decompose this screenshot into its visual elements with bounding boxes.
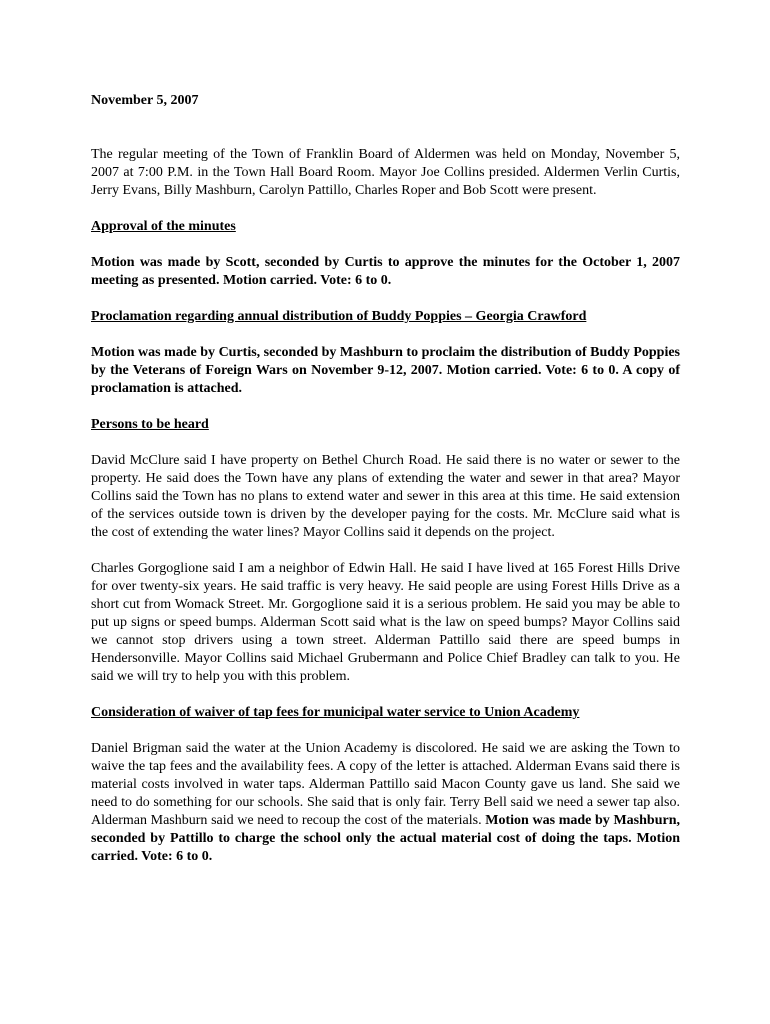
- intro-paragraph: The regular meeting of the Town of Franklin Board of Aldermen was held on Monday, November 5, 2007 at 7:00 P.M. in the Town Hall Board Room. Mayor Joe Collins presided. Aldermen Verlin Curtis, Jerry Evans, Billy Mashburn, Carolyn Pattillo, Charles Roper and Bob Scott were present.: [91, 147, 680, 198]
- gorgoglione-paragraph: Charles Gorgoglione said I am a neighbor of Edwin Hall. He said I have lived at 165 Forest Hills Drive for over twenty-six years. He said traffic is very heavy. He said people are using Forest Hills Drive as a short cut from Womack Street. Mr. Gorgoglione said it is a serious problem. He said you may be able to put up signs or speed bumps. Alderman Scott said what is the law on speed bumps? Mayor Collins said we cannot stop drivers using a town street. Alderman Pattillo said there are speed bumps in Hendersonville. Mayor Collins said Michael Grubermann and Police Chief Bradley can talk to you. He said we will try to help you with this problem.: [91, 561, 680, 684]
- tap-fees-heading: Consideration of waiver of tap fees for municipal water service to Union Academy: [91, 705, 580, 720]
- mcclure-paragraph: David McClure said I have property on Bethel Church Road. He said there is no water or sewer to the property. He said does the Town have any plans of extending the water and sewer in that area? Mayor Collins said the Town has no plans to extend water and sewer in this area at this time. He said extension of the services outside town is driven by the developer paying for the costs. Mr. McClure said what is the cost of extending the water lines? Mayor Collins said it depends on the project.: [91, 453, 680, 540]
- buddy-poppies-motion: Motion was made by Curtis, seconded by Mashburn to proclaim the distribution of Buddy Poppies by the Veterans of Foreign Wars on November 9-12, 2007. Motion carried. Vote: 6 to 0. A copy of proclamation is attached.: [91, 345, 680, 396]
- tap-fees-text: Daniel Brigman said the water at the Union Academy is discolored. He said we are asking the Town to waive the tap fees and the availability fees. A copy of the letter is attached. Alderman Evans said there is material costs involved in water taps. Alderman Pattillo said Macon County gave us land. She said we need to do something for our schools. She said that is only fair. Terry Bell said we need a sewer tap also. Alderman Mashburn said we need to recoup the cost of the materials.: [91, 741, 680, 828]
- approval-of-minutes-motion: Motion was made by Scott, seconded by Curtis to approve the minutes for the October 1, 2007 meeting as presented. Motion carried. Vote: 6 to 0.: [91, 255, 680, 288]
- buddy-poppies-heading: Proclamation regarding annual distribution of Buddy Poppies – Georgia Crawford: [91, 309, 587, 324]
- meeting-date: November 5, 2007: [91, 93, 199, 108]
- approval-of-minutes-heading: Approval of the minutes: [91, 219, 236, 234]
- document-page: [91, 92, 680, 884]
- tap-fees-paragraph: [91, 740, 680, 866]
- tap-fees-motion: Motion was made by Mashburn, seconded by Pattillo to charge the school only the actual material cost of doing the taps. Motion carried. Vote: 6 to 0.: [91, 813, 680, 864]
- persons-to-be-heard-heading: Persons to be heard: [91, 417, 209, 432]
